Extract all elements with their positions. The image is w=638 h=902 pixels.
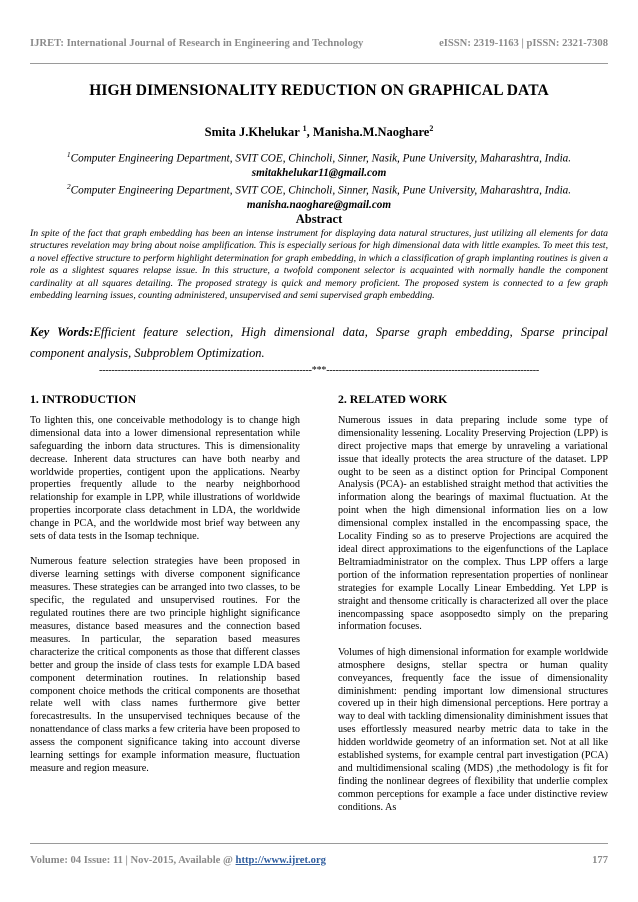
journal-name: IJRET: International Journal of Research in Engineering and Technology [30, 38, 364, 49]
related-paragraph-2: Volumes of high dimensional information for example worldwide atmosphere designs, stellar spectra or human quality conveyances, frequently face the issue of dimensionality diminishment: pending important low dimensional structures covered up in their high dimensional perceptions. Here portray a way to deal with tackling dimensionality diminishment issues that uses effortlessly measured nearby metric data to take in the hidden worldwide geometry of an information set. Not at all like established systems, for example central part investigation (PCA) and multidimensional scaling (MDS) ,the methodology is fit for finding the nonlinear degrees of flexibility that underlie complex common perceptions for example a face under distinctive review conditions. As [338, 646, 608, 813]
author-separator: , [306, 125, 313, 140]
related-paragraph-1: Numerous issues in data preparing include some type of dimensionality lessening. Locality Preserving Projection (LPP) is direct projective maps that emerge by unraveling a variational issue that ideally protects the area structure of the dataset. LPP ought to be seen as a distinct option for Principal Component Analysis (PCA)- an established straight method that activities the information along the bearings of maximal fluctuation. At the point when the high dimensional information lies on a low dimensional complex installed in the encompassing space, the Locality Finding so as to preserve Projections are acquired the ideal direct approximations to the eigenfunctions of the Laplace Beltramiadministrator on the complex. Thus LPP offers a large portion of the information representation properties of nonlinear strategies for example Locally Linear Embedding. Yet LPP is straight and thensome critically is characterized all over the place inencompassing space asopposedto simply on the preparing information focuses. [338, 414, 608, 633]
keywords [30, 322, 608, 364]
affiliations [30, 148, 608, 213]
email-1[interactable]: smitakhelukar11@gmail.com [251, 167, 387, 180]
affiliation-2-text: Computer Engineering Department, SVIT COE, Chincholi, Sinner, Nasik, Pune University, Maharashtra, India. [70, 185, 572, 198]
footer-rule [30, 843, 608, 844]
keywords-label: Key Words: [30, 325, 94, 339]
footer-prefix: Volume: 04 Issue: 11 | Nov-2015, Available @ [30, 855, 236, 866]
running-header [30, 38, 608, 49]
header-rule [30, 63, 608, 64]
intro-heading: 1. INTRODUCTION [30, 392, 137, 406]
footer-link[interactable]: http://www.ijret.org [235, 855, 326, 866]
intro-paragraph-2: Numerous feature selection strategies have been proposed in diverse learning settings with diverse component significance measures. These strategies can be arranged into two classes, to be specific, the regulated and unsupervised routines. For the regulated routines there are two principle highlight significance measures, distance based measures and the connection based measures. In particular, the separation based measures characterize the critical components as those that different classes better and group the inside of class tests for example LDA based component determination routines. In relationship based component choice methods the critical components are thosethat relate well with class names furthermore give better forecastresults. In the unsupervised techniques because of the nonattendance of class marks a few criteria have been proposed to assess the component significance taking into account diverse learning settings for example information measure, fluctuation measure and region measure. [30, 556, 300, 774]
right-column [338, 393, 608, 827]
related-heading: 2. RELATED WORK [338, 392, 448, 406]
footer-volume [30, 855, 326, 866]
paper-title: HIGH DIMENSIONALITY REDUCTION ON GRAPHICAL DATA [89, 82, 549, 99]
author-2: Manisha.M.Naoghare [312, 125, 430, 140]
author-1-sup: 1 [302, 124, 307, 133]
section-separator: --------------------------------------------------------------------***-------------------------------------------------------------------- [98, 365, 540, 376]
running-footer [30, 855, 608, 866]
intro-paragraph-1: To lighten this, one conceivable methodology is to change high dimensional data into a lower dimensional representation while safeguarding the inborn data structures. This is dimensionality decrease. Inherent data structures can have both nearby and worldwide properties, contigent upon the applications. Nearby properties frequently allude to the nearby neighborhood relationship for example in LPP, while illustrations of worldwide properties incorporate class detachment in LDA, the worldwide change in PCA, and the worldwide most brief way between any sets of data tests in the Isomap technique. [30, 414, 300, 543]
abstract-heading: Abstract [295, 212, 343, 226]
author-2-sup: 2 [429, 124, 434, 133]
authors-line [30, 124, 608, 140]
affiliation-1-text: Computer Engineering Department, SVIT COE, Chincholi, Sinner, Nasik, Pune University, Maharashtra, India. [70, 152, 572, 165]
affiliation-1 [30, 148, 608, 166]
author-1: Smita J.Khelukar [204, 125, 300, 140]
page-number: 177 [592, 855, 608, 866]
keywords-text: Efficient feature selection, High dimensional data, Sparse graph embedding, Sparse principal component analysis, Subproblem Optimization. [30, 325, 608, 360]
abstract-body: In spite of the fact that graph embedding has been an intense instrument for displaying data natural structures, just utilizing all elements for data structures revelation may bring about noise amplification. This is especially serious for high dimensional data with little examples. To meet this test, a novel effective structure to perform highlight determination for graph embedding, in which a classification of graph implanting routines is given a role as a slightest squares relapse issue. In this structure, a twofold component selector is acquainted with normally handle the component cardinality at all squares detailing. The proposed strategy is quick and memory proficient. The proposed system is connected to a few graph embedding learning issues, counting administered, unsupervised and semi supervised graph embedding. [30, 228, 608, 302]
left-column [30, 393, 300, 788]
issn-text: eISSN: 2319-1163 | pISSN: 2321-7308 [439, 38, 608, 49]
affiliation-2-sup: 2 [66, 182, 71, 192]
affiliation-2 [30, 180, 608, 198]
email-2[interactable]: manisha.naoghare@gmail.com [246, 199, 392, 212]
affiliation-1-sup: 1 [66, 150, 71, 159]
